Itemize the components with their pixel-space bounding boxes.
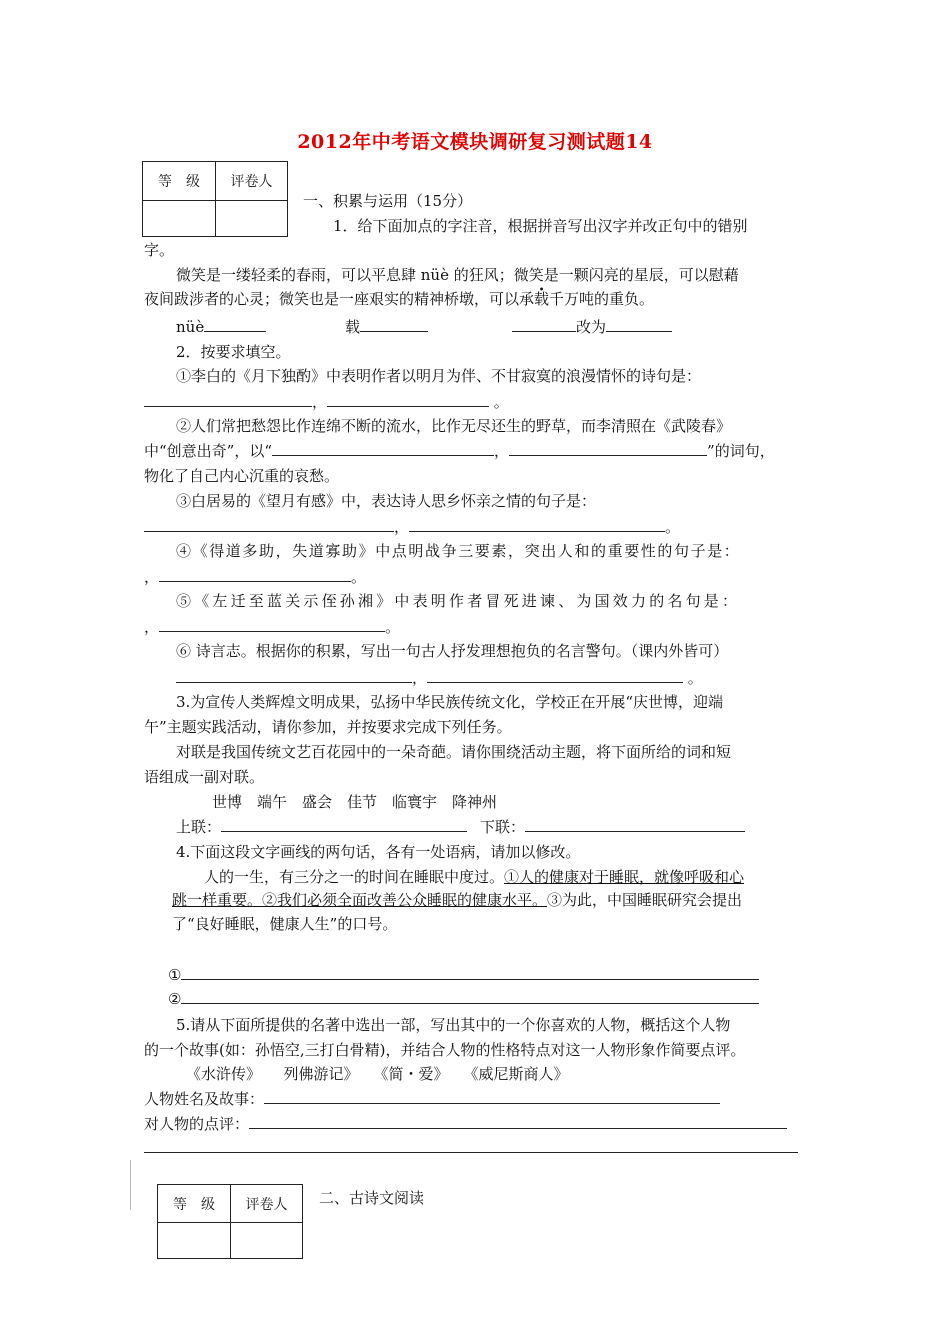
q1-passage-2: 夜间跋涉者的心灵；微笑也是一座艰实的精神桥墩，可以承载千万吨的重负。: [144, 290, 655, 308]
answer-blank[interactable]: [249, 1114, 787, 1129]
q4-answer-1: ①: [168, 965, 759, 985]
q2-item-b-2: 中“创意出奇”，以“ ， ”的词句，: [144, 442, 775, 460]
answer-blank[interactable]: [144, 517, 394, 532]
answer-blank[interactable]: [360, 317, 428, 332]
q2-item-a-blanks: ， 。: [144, 392, 509, 412]
marker-label: 评卷人: [231, 1185, 303, 1223]
q5-comment: 对人物的点评：: [144, 1114, 787, 1134]
q5-line1: 5.请从下面所提供的名著中选出一部，写出其中的一个你喜欢的人物，概括这个人物: [176, 1016, 731, 1034]
grade-label: 等 级: [158, 1185, 231, 1223]
section1-heading: 一、积累与运用（15分）: [303, 192, 473, 210]
q3-line4: 语组成一副对联。: [144, 768, 265, 786]
q1-answer-zai: 载: [345, 317, 428, 337]
q2-item-e: ⑤《左迁至蓝关示侄孙湘》中表明作者冒死进谏、为国效力的名句是：: [176, 592, 741, 610]
q4-heading: 4.下面这段文字画线的两句话，各有一处语病，请加以修改。: [176, 843, 581, 861]
marker-cell[interactable]: [216, 201, 288, 237]
answer-blank[interactable]: [327, 392, 489, 407]
q4-passage-2: 跳一样重要。②我们必须全面改善公众睡眠的健康水平。③为此，中国睡眠研究会提出: [172, 891, 743, 909]
page-title: 2012年中考语文模块调研复习测试题14: [297, 131, 653, 153]
answer-blank[interactable]: [144, 392, 312, 407]
answer-blank[interactable]: [264, 1089, 720, 1104]
q3-line3: 对联是我国传统文艺百花园中的一朵奇葩。请你围绕活动主题，将下面所给的词和短: [176, 743, 732, 761]
grade-cell[interactable]: [143, 201, 216, 237]
q2-item-b-1: ②人们常把愁怨比作连绵不断的流水，比作无尽还生的野草，而李清照在《武陵春》: [176, 417, 732, 435]
answer-blank[interactable]: [525, 817, 745, 832]
q1-line1: 1．给下面加点的字注音，根据拼音写出汉字并改正句中的错别: [333, 217, 748, 235]
answer-blank[interactable]: [427, 668, 683, 683]
grade-cell[interactable]: [158, 1223, 231, 1259]
dotted-char: 载: [534, 290, 550, 308]
q2-item-d-blanks: ， 。: [144, 568, 367, 586]
answer-blank[interactable]: [606, 317, 672, 332]
q2-item-f-blanks: ， 。: [176, 668, 703, 688]
q3-line1: 3.为宣传人类辉煌文明成果，弘扬中华民族传统文化，学校正在开展“庆世博，迎端: [176, 693, 723, 711]
answer-blank[interactable]: [221, 817, 467, 832]
grade-label: 等 级: [143, 162, 216, 201]
grade-table: [142, 161, 288, 237]
answer-blank[interactable]: [159, 567, 351, 582]
q5-name-story: 人物姓名及故事：: [144, 1089, 720, 1109]
answer-blank[interactable]: [181, 989, 759, 1004]
answer-blank[interactable]: [409, 517, 665, 532]
answer-blank[interactable]: [159, 617, 385, 632]
q1-answer-correction: 改为: [512, 317, 672, 337]
q3-lower-couplet: 下联：: [480, 817, 745, 837]
q4-passage-3: 了“良好睡眠，健康人生”的口号。: [172, 915, 398, 933]
q4-answer-2: ②: [168, 989, 759, 1009]
answer-blank[interactable]: [512, 317, 576, 332]
section2-heading: 二、古诗文阅读: [319, 1189, 425, 1207]
q1-passage-1: 微笑是一缕轻柔的春雨，可以平息肆 nüè 的狂风；微笑是一颗闪亮的星辰，可以慰藉: [176, 266, 739, 284]
answer-blank[interactable]: [181, 965, 759, 980]
marker-label: 评卷人: [216, 162, 288, 201]
q5-comment-line2: [144, 1138, 798, 1158]
q1-line2: 字。: [144, 241, 175, 259]
q2-item-c: ③白居易的《望月有感》中，表达诗人思乡怀亲之情的句子是：: [176, 492, 597, 510]
q2-item-a: ①李白的《月下独酌》中表明作者以明月为伴、不甘寂寞的浪漫情怀的诗句是：: [176, 367, 702, 385]
q2-item-e-blanks: ， 。: [144, 618, 401, 636]
margin-line: [130, 1160, 131, 1210]
answer-blank[interactable]: [509, 441, 707, 456]
q2-heading: 2．按要求填空。: [176, 343, 291, 361]
q2-item-f: ⑥ 诗言志。根据你的积累，写出一句古人抒发理想抱负的名言警句。（课内外皆可）: [176, 642, 729, 660]
q5-line2: 的一个故事(如：孙悟空,三打白骨精)，并结合人物的性格特点对这一人物形象作简要点评。: [144, 1041, 746, 1059]
q2-item-d: ④《得道多助，失道寡助》中点明战争三要素，突出人和的重要性的句子是：: [176, 542, 741, 560]
q4-passage-1: 人的一生，有三分之一的时间在睡眠中度过。①人的健康对于睡眠，就像呼吸和心: [204, 868, 745, 886]
answer-blank[interactable]: [272, 441, 494, 456]
marker-cell[interactable]: [231, 1223, 303, 1259]
grade-table-2: [157, 1184, 303, 1259]
q5-book-list: 《水浒传》 列佛游记》 《简・爱》 《威尼斯商人》: [186, 1065, 569, 1083]
q2-item-c-blanks: ， 。: [144, 517, 680, 537]
answer-blank[interactable]: [204, 317, 266, 332]
q3-word-list: 世博 端午 盛会 佳节 临寰宇 降神州: [212, 793, 498, 811]
q2-item-b-3: 物化了自己内心沉重的哀愁。: [144, 467, 340, 485]
q3-upper-couplet: 上联：: [176, 817, 467, 837]
q1-answer-nue: nüè: [176, 317, 266, 337]
answer-blank[interactable]: [176, 668, 412, 683]
q3-line2: 午”主题实践活动，请你参加，并按要求完成下列任务。: [144, 718, 512, 736]
answer-blank[interactable]: [144, 1138, 798, 1153]
